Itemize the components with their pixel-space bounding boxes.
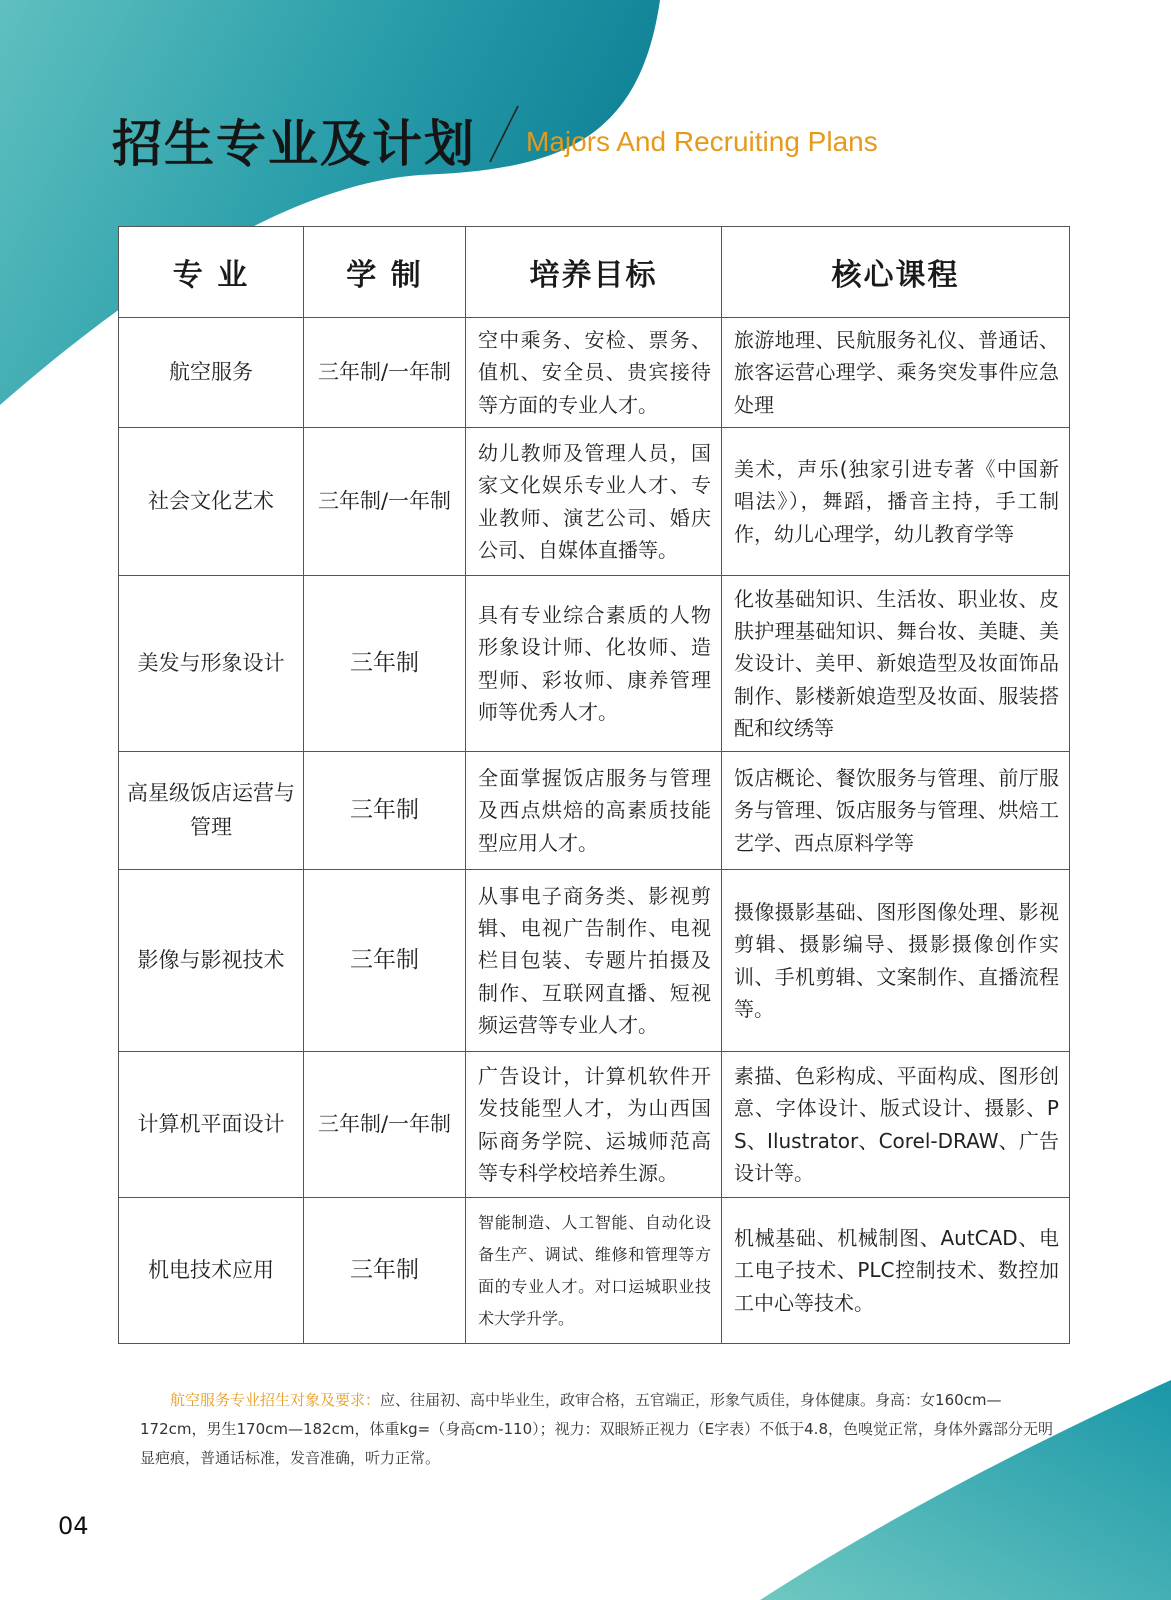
course-cell: 机械基础、机械制图、AutCAD、电工电子技术、PLC控制技术、数控加工中心等技术。 [722, 1198, 1070, 1344]
goal-cell: 广告设计，计算机软件开发技能型人才，为山西国际商务学院、运城师范高等专科学校培养生源。 [466, 1052, 722, 1198]
course-cell: 美术，声乐(独家引进专著《中国新唱法》），舞蹈，播音主持，手工制作，幼儿心理学，幼儿教育学等 [722, 428, 1070, 576]
note-lead: 航空服务专业招生对象及要求： [170, 1391, 381, 1409]
major-cell: 社会文化艺术 [119, 428, 304, 576]
years-cell: 三年制 [304, 576, 466, 752]
major-cell: 机电技术应用 [119, 1198, 304, 1344]
table-header-row [119, 227, 1070, 318]
years-cell: 三年制 [304, 1198, 466, 1344]
major-cell: 美发与形象设计 [119, 576, 304, 752]
table-row [119, 752, 1070, 870]
page-subtitle-en: Majors And Recruiting Plans [526, 126, 878, 157]
goal-cell: 智能制造、人工智能、自动化设备生产、调试、维修和管理等方面的专业人才。对口运城职业技术大学升学。 [466, 1198, 722, 1344]
years-cell: 三年制 [304, 870, 466, 1052]
major-cell: 航空服务 [119, 318, 304, 428]
aviation-requirements-note [140, 1386, 1055, 1473]
header-course: 核心课程 [722, 227, 1070, 318]
course-cell: 饭店概论、餐饮服务与管理、前厅服务与管理、饭店服务与管理、烘焙工艺学、西点原料学等 [722, 752, 1070, 870]
course-cell: 旅游地理、民航服务礼仪、普通话、旅客运营心理学、乘务突发事件应急处理 [722, 318, 1070, 428]
table-row [119, 1052, 1070, 1198]
goal-cell: 空中乘务、安检、票务、值机、安全员、贵宾接待等方面的专业人才。 [466, 318, 722, 428]
major-cell: 计算机平面设计 [119, 1052, 304, 1198]
page-header [112, 98, 1012, 178]
header-years: 学 制 [304, 227, 466, 318]
table-row [119, 318, 1070, 428]
goal-cell: 具有专业综合素质的人物形象设计师、化妆师、造型师、彩妆师、康养管理师等优秀人才。 [466, 576, 722, 752]
note-body: 应、往届初、高中毕业生，政审合格，五官端正，形象气质佳，身体健康。身高：女160cm—172cm，男生170cm—182cm，体重kg=（身高cm-110）；视力：双眼矫正视力（E字表）不低于4.8，色嗅觉正常，身体外露部分无明显疤痕，普通话标准，发音准确，听力正常。 [140, 1391, 1053, 1467]
header-goal: 培养目标 [466, 227, 722, 318]
table-row [119, 1198, 1070, 1344]
goal-cell: 从事电子商务类、影视剪辑、电视广告制作、电视栏目包装、专题片拍摄及制作、互联网直播、短视频运营等专业人才。 [466, 870, 722, 1052]
table-row [119, 428, 1070, 576]
major-cell: 影像与影视技术 [119, 870, 304, 1052]
years-cell: 三年制 [304, 752, 466, 870]
page-number: 04 [58, 1512, 89, 1540]
table-row [119, 576, 1070, 752]
page-title: 招生专业及计划 [112, 115, 476, 173]
majors-table [118, 226, 1070, 1344]
years-cell: 三年制/一年制 [304, 428, 466, 576]
table-row [119, 870, 1070, 1052]
years-cell: 三年制/一年制 [304, 1052, 466, 1198]
major-cell: 高星级饭店运营与管理 [119, 752, 304, 870]
course-cell: 素描、色彩构成、平面构成、图形创意、字体设计、版式设计、摄影、PS、Ilustrator、Corel-DRAW、广告设计等。 [722, 1052, 1070, 1198]
course-cell: 化妆基础知识、生活妆、职业妆、皮肤护理基础知识、舞台妆、美睫、美发设计、美甲、新娘造型及妆面饰品制作、影楼新娘造型及妆面、服装搭配和纹绣等 [722, 576, 1070, 752]
years-cell: 三年制/一年制 [304, 318, 466, 428]
header-major: 专 业 [119, 227, 304, 318]
course-cell: 摄像摄影基础、图形图像处理、影视剪辑、摄影编导、摄影摄像创作实训、手机剪辑、文案制作、直播流程等。 [722, 870, 1070, 1052]
goal-cell: 幼儿教师及管理人员，国家文化娱乐专业人才、专业教师、演艺公司、婚庆公司、自媒体直播等。 [466, 428, 722, 576]
goal-cell: 全面掌握饭店服务与管理及西点烘焙的高素质技能型应用人才。 [466, 752, 722, 870]
title-slash-divider [484, 104, 524, 164]
